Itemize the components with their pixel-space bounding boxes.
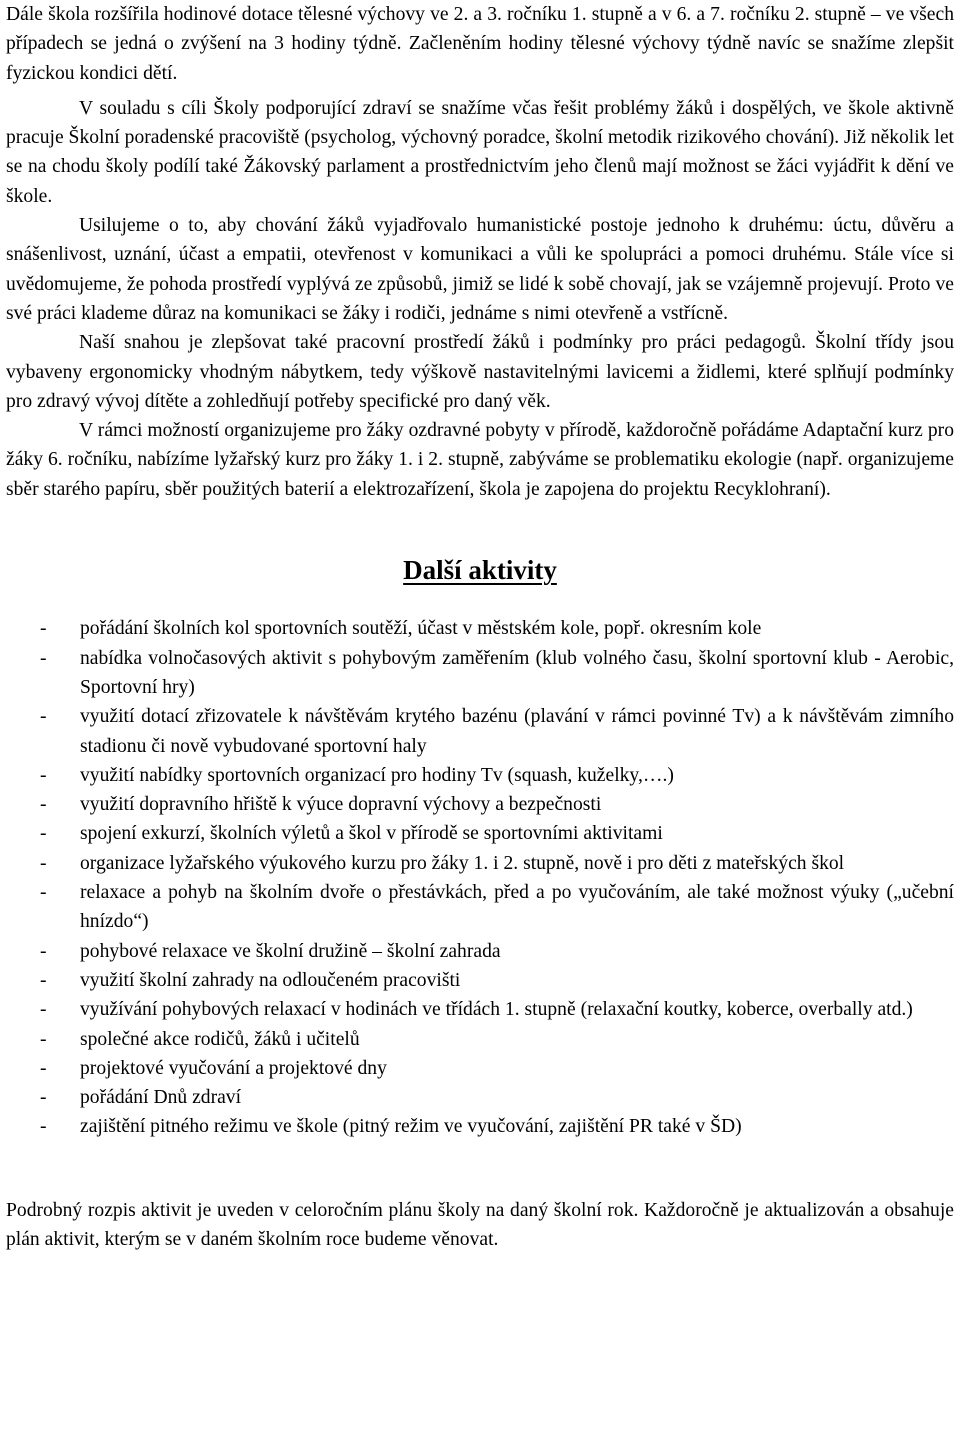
list-item	[6, 1054, 954, 1083]
list-bullet: -	[40, 794, 47, 816]
list-item	[6, 790, 954, 819]
list-item-text: společné akce rodičů, žáků i učitelů	[80, 1028, 360, 1050]
list-item-text: nabídka volnočasových aktivit s pohybovým zaměřením (klub volného času, školní sportovní klub - Aerobic, Sportovní hry)	[80, 647, 954, 698]
section-heading-wrap	[6, 552, 954, 588]
list-item-text: využití nabídky sportovních organizací pro hodiny Tv (squash, kuželky,….)	[80, 764, 674, 786]
list-item	[6, 1083, 954, 1112]
list-item	[6, 614, 954, 643]
list-item	[6, 702, 954, 761]
list-item	[6, 937, 954, 966]
intro-paragraph-4: Naší snahou je zlepšovat také pracovní prostředí žáků i podmínky pro práci pedagogů. Školní třídy jsou vybaveny ergonomicky vhodným nábytkem, tedy výškově nastavitelnými lavicemi a židlemi, které splňují podmínky pro zdravý vývoj dítěte a zohledňují potřeby specifické pro daný věk.	[6, 332, 954, 412]
list-item	[6, 878, 954, 937]
list-item-text: využití dotací zřizovatele k návštěvám krytého bazénu (plavání v rámci povinné Tv) a k návštěvám zimního stadionu či nově vybudované sportovní haly	[80, 706, 954, 757]
list-item-text: pořádání Dnů zdraví	[80, 1087, 242, 1109]
list-item	[6, 849, 954, 878]
list-bullet: -	[40, 882, 47, 904]
list-bullet: -	[40, 852, 47, 874]
list-item-text: zajištění pitného režimu ve škole (pitný režim ve vyučování, zajištění PR také v ŠD)	[80, 1116, 742, 1138]
list-item-text: využití školní zahrady na odloučeném pracovišti	[80, 969, 461, 991]
list-bullet: -	[40, 823, 47, 845]
list-bullet: -	[40, 618, 47, 640]
section-heading: Další aktivity	[403, 555, 557, 586]
list-item-text: využití dopravního hřiště k výuce dopravní výchovy a bezpečnosti	[80, 794, 602, 816]
list-item	[6, 644, 954, 703]
list-bullet: -	[40, 764, 47, 786]
list-item	[6, 761, 954, 790]
intro-paragraph-3: Usilujeme o to, aby chování žáků vyjadřovalo humanistické postoje jednoho k druhému: úctu, důvěru a snášenlivost, uznání, účast a empatii, otevřenost v komunikaci a vůli ke spolupráci a pomoci druhému. Stále více si uvědomujeme, že pohoda prostředí vyplývá ze způsobů, jimiž se lidé k sobě chovají, jak se vzájemně projevují. Proto ve své práci klademe důraz na komunikaci se žáky i rodiči, jednáme s nimi otevřeně a vstřícně.	[6, 215, 954, 324]
list-bullet: -	[40, 1087, 47, 1109]
list-item	[6, 819, 954, 848]
list-item-text: pořádání školních kol sportovních soutěží, účast v městském kole, popř. okresním kole	[80, 618, 762, 640]
list-item-text: organizace lyžařského výukového kurzu pro žáky 1. i 2. stupně, nově i pro děti z mateřských škol	[80, 852, 845, 874]
list-item-text: spojení exkurzí, školních výletů a škol v přírodě se sportovními aktivitami	[80, 823, 663, 845]
list-item-text: pohybové relaxace ve školní družině – školní zahrada	[80, 940, 501, 962]
footer-paragraph: Podrobný rozpis aktivit je uveden v celoročním plánu školy na daný školní rok. Každoročně je aktualizován a obsahuje plán aktivit, kterým se v daném školním roce budeme věnovat.	[6, 1199, 954, 1250]
list-item-text: projektové vyučování a projektové dny	[80, 1057, 387, 1079]
intro-paragraph-5: V rámci možností organizujeme pro žáky ozdravné pobyty v přírodě, každoročně pořádáme Adaptační kurz pro žáky 6. ročníku, nabízíme lyžařský kurz pro žáky 1. i 2. stupně, zabýváme se problematiku ekologie (např. organizujeme sběr starého papíru, sběr použitých baterií a elektrozařízení, škola je zapojena do projektu Recyklohraní).	[6, 420, 954, 500]
list-item	[6, 995, 954, 1024]
list-bullet: -	[40, 706, 47, 728]
list-item-text: relaxace a pohyb na školním dvoře o přestávkách, před a po vyučováním, ale také možnost výuky („učební hnízdo“)	[80, 882, 954, 933]
list-bullet: -	[40, 647, 47, 669]
list-bullet: -	[40, 1057, 47, 1079]
activities-list	[6, 614, 954, 1141]
list-item	[6, 966, 954, 995]
list-bullet: -	[40, 940, 47, 962]
intro-paragraph-1: Dále škola rozšířila hodinové dotace tělesné výchovy ve 2. a 3. ročníku 1. stupně a v 6. a 7. ročníku 2. stupně – ve všech případech se jedná o zvýšení na 3 hodiny týdně. Začleněním hodiny tělesné výchovy týdně navíc se snažíme zlepšit fyzickou kondici dětí.	[6, 4, 954, 84]
list-item	[6, 1025, 954, 1054]
list-item-text: využívání pohybových relaxací v hodinách ve třídách 1. stupně (relaxační koutky, koberce, overbally atd.)	[80, 999, 913, 1021]
list-bullet: -	[40, 1116, 47, 1138]
list-bullet: -	[40, 969, 47, 991]
list-item	[6, 1112, 954, 1141]
document-page	[6, 0, 954, 1254]
list-bullet: -	[40, 1028, 47, 1050]
list-bullet: -	[40, 999, 47, 1021]
intro-paragraph-2: V souladu s cíli Školy podporující zdraví se snažíme včas řešit problémy žáků i dospělých, ve škole aktivně pracuje Školní poradenské pracoviště (psycholog, výchovný poradce, školní metodik rizikového chování). Již několik let se na chodu školy podílí také Žákovský parlament a prostřednictvím jeho členů mají možnost se žáci vyjádřit k dění ve škole.	[6, 97, 954, 207]
